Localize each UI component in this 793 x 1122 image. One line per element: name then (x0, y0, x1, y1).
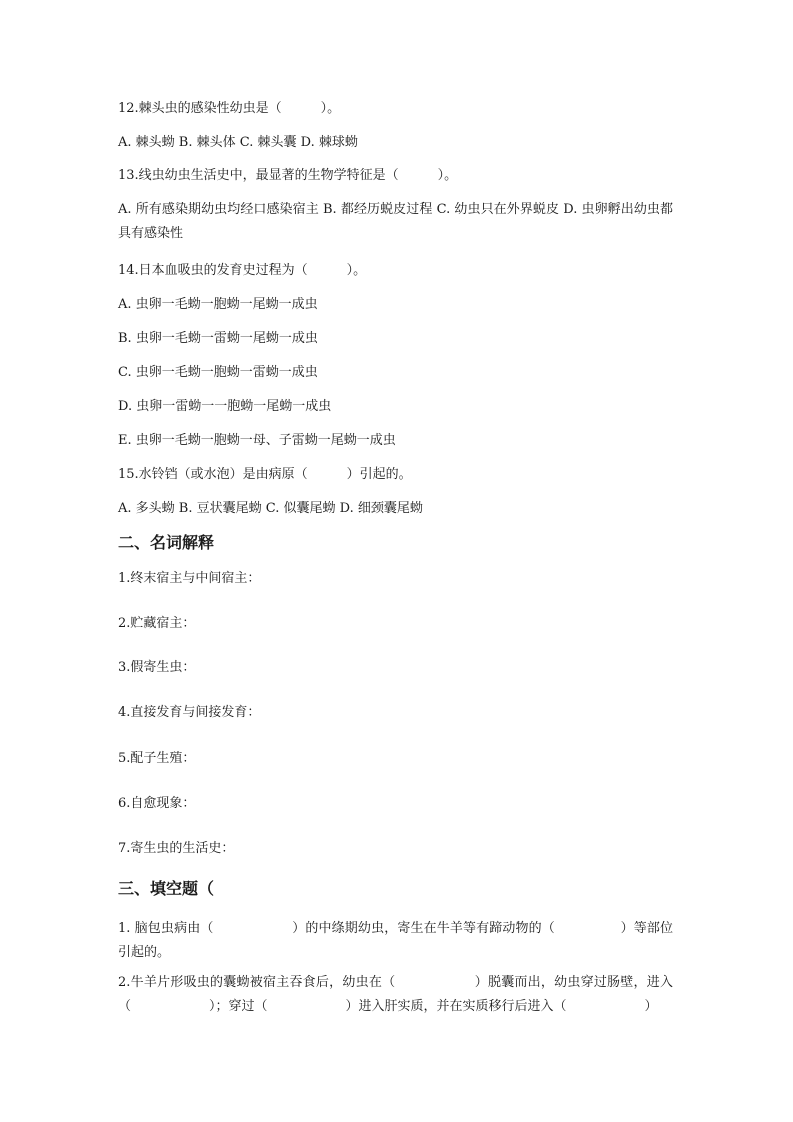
term-item: 4.直接发育与间接发育： (118, 705, 261, 720)
fill-blank-question-1: 1. 脑包虫病由（ ）的中绦期幼虫，寄生在牛羊等有蹄动物的（ ）等部位引起的。 (118, 921, 673, 960)
question-14-option-c: C. 虫卵一毛蚴一胞蚴一雷蚴一成虫 (118, 365, 318, 380)
term-item: 6.自愈现象： (118, 796, 196, 811)
fill-blank-question-2: 2.牛羊片形吸虫的囊蚴被宿主吞食后，幼虫在（ ）脱囊而出，幼虫穿过肠壁，进入（ ）；穿过（ ）进入肝实质，并在实质移行后进入（ ） (118, 975, 673, 1014)
question-14-stem: 14.日本血吸虫的发育史过程为（ ）。 (118, 263, 367, 278)
question-15-options: A. 多头蚴 B. 豆状囊尾蚴 C. 似囊尾蚴 D. 细颈囊尾蚴 (118, 501, 423, 516)
question-14-option-a: A. 虫卵一毛蚴一胞蚴一尾蚴一成虫 (118, 297, 318, 312)
question-14-option-e: E. 虫卵一毛蚴一胞蚴一母、子雷蚴一尾蚴一成虫 (118, 433, 396, 448)
section-2-heading: 二、名词解释 (118, 533, 215, 552)
section-3-heading: 三、填空题（ (118, 879, 215, 898)
question-12-stem: 12.棘头虫的感染性幼虫是（ ）。 (118, 101, 341, 116)
term-item: 5.配子生殖： (118, 751, 196, 766)
question-15-stem: 15.水铃铛（或水泡）是由病原（ ）引起的。 (118, 467, 412, 482)
term-item: 7.寄生虫的生活史： (118, 841, 235, 856)
question-12-options: A. 棘头蚴 B. 棘头体 C. 棘头囊 D. 棘球蚴 (118, 135, 358, 150)
question-14-option-b: B. 虫卵一毛蚴一雷蚴一尾蚴一成虫 (118, 331, 318, 346)
question-14-option-d: D. 虫卵一雷蚴一一胞蚴一尾蚴一成虫 (118, 399, 332, 414)
question-13-stem: 13.线虫幼虫生活史中，最显著的生物学特征是（ ）。 (118, 168, 458, 183)
question-13-options: A. 所有感染期幼虫均经口感染宿主 B. 都经历蜕皮过程 C. 幼虫只在外界蜕皮 D. 虫卵孵出幼虫都具有感染性 (118, 202, 673, 241)
term-item: 3.假寄生虫： (118, 660, 196, 675)
term-item: 1.终末宿主与中间宿主： (118, 571, 261, 586)
term-item: 2.贮藏宿主： (118, 616, 196, 631)
